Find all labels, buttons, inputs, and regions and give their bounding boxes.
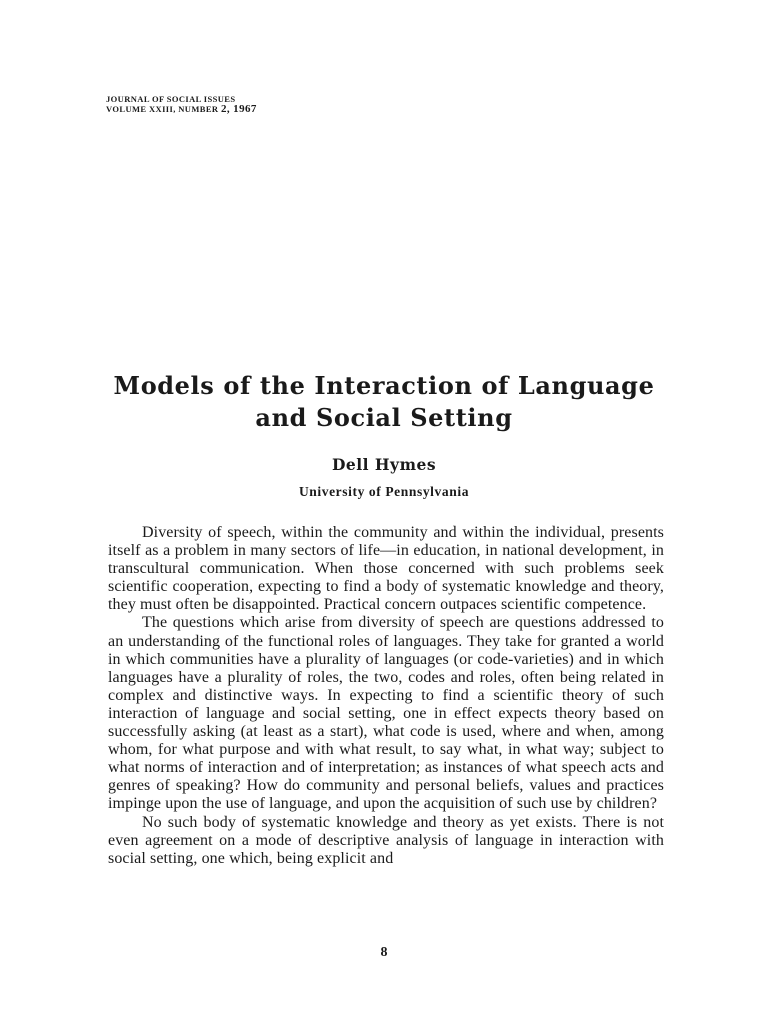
paragraph-3: No such body of systematic knowledge and theory as yet exists. There is not even agreement on a mode of descriptive analysis of language in interaction with social setting, one which, being explicit and [108, 813, 664, 867]
article-body [108, 524, 664, 868]
journal-name: JOURNAL OF SOCIAL ISSUES [106, 94, 236, 104]
journal-volume [106, 104, 257, 114]
article-title [80, 370, 688, 434]
journal-header [106, 94, 257, 114]
title-line-2: and Social Setting [255, 403, 513, 432]
issue-year: 2, 1967 [220, 103, 257, 115]
paragraph-1: Diversity of speech, within the community and within the individual, presents itself as a problem in many sectors of life—in education, in national development, in transcultural communication. When those concerned with such problems seek scientific cooperation, expecting to find a body of systematic knowledge and theory, they must often be disappointed. Practical concern outpaces scientific competence. [108, 524, 664, 614]
author-affiliation: University of Pennsylvania [298, 484, 470, 499]
paragraph-2: The questions which arise from diversity of speech are questions addressed to an understanding of the functional roles of languages. They take for granted a world in which communities have a plurality of languages (or code-varieties) and in which languages have a plurality of roles, the two, codes and roles, often being related in complex and distinctive ways. In expecting to find a scientific theory of such interaction of language and social setting, one in effect expects theory based on successfully asking (at least as a start), what code is used, where and when, among whom, for what purpose and with what result, to say what, in what way; subject to what norms of interaction and of interpretation; as instances of what speech acts and genres of speaking? How do community and personal beliefs, values and practices impinge upon the use of language, and upon the acquisition of such use by children? [108, 614, 664, 813]
author-name: Dell Hymes [331, 455, 437, 474]
title-line-1: Models of the Interaction of Language [113, 371, 655, 400]
volume-number-label: VOLUME XXIII, NUMBER [106, 104, 221, 114]
page-number: 8 [380, 945, 388, 960]
